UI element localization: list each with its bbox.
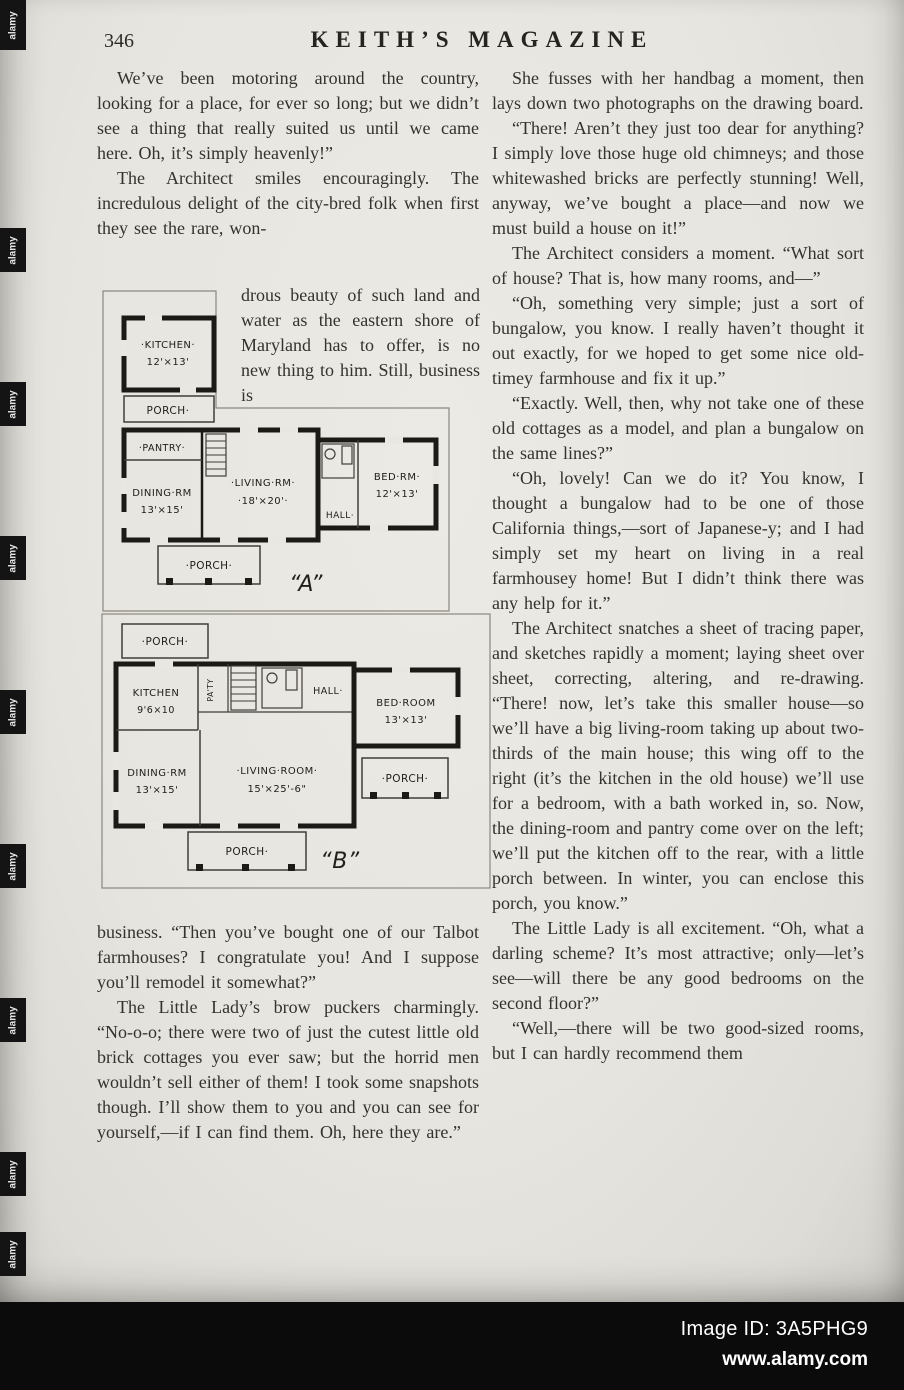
paragraph: “Well,—there will be two good-sized rooms, but I can hardly recommend them [492,1018,864,1063]
room-label-kitchen-b: KITCHEN [132,688,180,699]
paragraph: The Architect snatches a sheet of tracing paper, and sketches rapidly a moment; laying sheet over sheet, correcting, altering, and re-drawing. “There! now, let’s take this smaller house—so we’ll have a big living-room taking up about two-thirds of the main house; this wing off to the right (it’s the kitchen in the old house) we’ll use for a bedroom, with a bath worked in, so. Now, the dining-room and pantry come over on the left; we’ll put the kitchen off to the rear, with a little porch between. In winter, you can enclose this porch, you know.” [492,618,864,913]
alamy-url-text: www.alamy.com [722,1349,868,1370]
paragraph: drous beauty of such land and water as the eastern shore of Maryland has to offer, is no new thing to him. Still, business is [241,285,481,405]
alamy-watermark-tab [0,690,26,734]
alamy-watermark-tab [0,844,26,888]
alamy-watermark-tab [0,1152,26,1196]
room-label-kitchen-a: ·KITCHEN· [140,340,196,351]
room-label-dining-b: DINING·RM [127,768,187,779]
alamy-brand-text: alamy [7,389,19,419]
alamy-watermark-tab [0,0,26,50]
magazine-masthead: KEITH’S MAGAZINE [310,27,654,52]
alamy-brand-text: alamy [7,851,19,881]
paragraph: The Little Lady is all excitement. “Oh, what a darling scheme? It’s most attractive; only—let’s see—will there be any good bedrooms on the second floor?” [492,918,864,1013]
paragraph: The Architect smiles encouragingly. The incredulous delight of the city-bred folk when first they see the rare, won- [97,168,479,238]
right-column [492,66,864,1066]
paragraph: The Little Lady’s brow puckers charmingly. “No-o-o; there were two of just the cutest little old brick cottages you ever saw; but the horrid men wouldn’t sell either of them! I took some snapshots though. I’ll show them to you and you can see for yourself,—if I can find them. Oh, here they are.” [97,997,479,1142]
room-label-bed-b: BED·ROOM [376,698,436,709]
room-label-pantry-b: PA'TY [206,678,215,702]
alamy-brand-text: alamy [7,235,19,265]
room-label-porch-bottom-b: PORCH· [225,846,269,858]
plan-a-letter: “A” [289,572,323,597]
alamy-brand-text: alamy [7,1159,19,1189]
room-label-porch-bottom-a: ·PORCH· [185,560,233,572]
left-column-top [97,66,479,241]
room-label-porch-right-b: ·PORCH· [381,773,429,785]
image-id-text: Image ID: 3A5PHG9 [680,1318,868,1340]
alamy-brand-text: alamy [7,1005,19,1035]
room-label-pantry-a: ·PANTRY· [138,443,186,454]
alamy-brand-text: alamy [7,697,19,727]
room-label-bed-a: BED·RM· [373,472,421,483]
alamy-watermark-tab [0,382,26,426]
room-dims-kitchen-b: 9'6×10 [137,705,175,716]
page-number: 346 [104,30,134,52]
paragraph: She fusses with her handbag a moment, then lays down two photographs on the drawing board. [492,68,864,113]
room-dims-living-b: 15'×25'-6" [247,784,307,795]
alamy-watermark-bar [0,1302,904,1390]
alamy-watermark-tab [0,998,26,1042]
room-dims-bed-b: 13'×13' [384,715,428,726]
floor-plan-a [100,288,452,614]
alamy-brand-text: alamy [7,543,19,573]
plan-b-letter: “B” [320,849,360,874]
floor-plan-b [100,612,492,890]
room-label-living-b: ·LIVING·ROOM· [236,766,318,777]
room-label-porch-top-b: ·PORCH· [141,636,189,648]
alamy-watermark-tab [0,536,26,580]
room-label-hall-b: HALL· [313,686,343,697]
paragraph: The Architect considers a moment. “What sort of house? That is, how many rooms, and—” [492,243,864,288]
room-label-living-a: ·LIVING·RM· [230,478,296,489]
room-dims-dining-a: 13'×15' [140,505,184,516]
room-label-hall-a: HALL· [325,511,355,521]
paragraph: “Oh, something very simple; just a sort of bungalow, you know. I really haven’t thought it out exactly, for we hoped to get some nice old-timey farmhouse and fix it up.” [492,293,864,388]
alamy-brand-text: alamy [7,1239,19,1269]
paragraph: “Oh, lovely! Can we do it? You know, I thought a bungalow had to be one of those California things,—sort of Japanese-y; and I had simply set my heart on living in a real farmhousey home! But I didn’t think there was any help for it.” [492,468,864,613]
alamy-watermark-tab [0,1232,26,1276]
room-label-porch-top-a: PORCH· [146,405,190,417]
room-dims-bed-a: 12'×13' [375,489,419,500]
alamy-brand-text: alamy [7,10,19,40]
room-label-dining-a: DINING·RM [132,488,192,499]
paragraph: business. “Then you’ve bought one of our Talbot farmhouses? I congratulate you! And I suppose you’ll remodel it somewhat?” [97,922,479,992]
paragraph: We’ve been motoring around the country, looking for a place, for ever so long; but we didn’t see a thing that really suited us until we came here. Oh, it’s simply heavenly!” [97,68,479,163]
alamy-watermark-tab [0,228,26,272]
room-dims-living-a: ·18'×20'· [237,496,289,507]
watermark-text-block [681,1318,868,1371]
paragraph: “Exactly. Well, then, why not take one of these old cottages as a model, and plan a bungalow on the same lines?” [492,393,864,463]
room-dims-kitchen-a: 12'×13' [146,357,190,368]
room-dims-dining-b: 13'×15' [135,785,179,796]
left-column-bottom [97,920,479,1145]
paragraph: “There! Aren’t they just too dear for anything? I simply love those huge old chimneys; and those whitewashed bricks are perfectly stunning! Well, anyway, we’ve bought a place—and now we must build a house on it!” [492,118,864,238]
